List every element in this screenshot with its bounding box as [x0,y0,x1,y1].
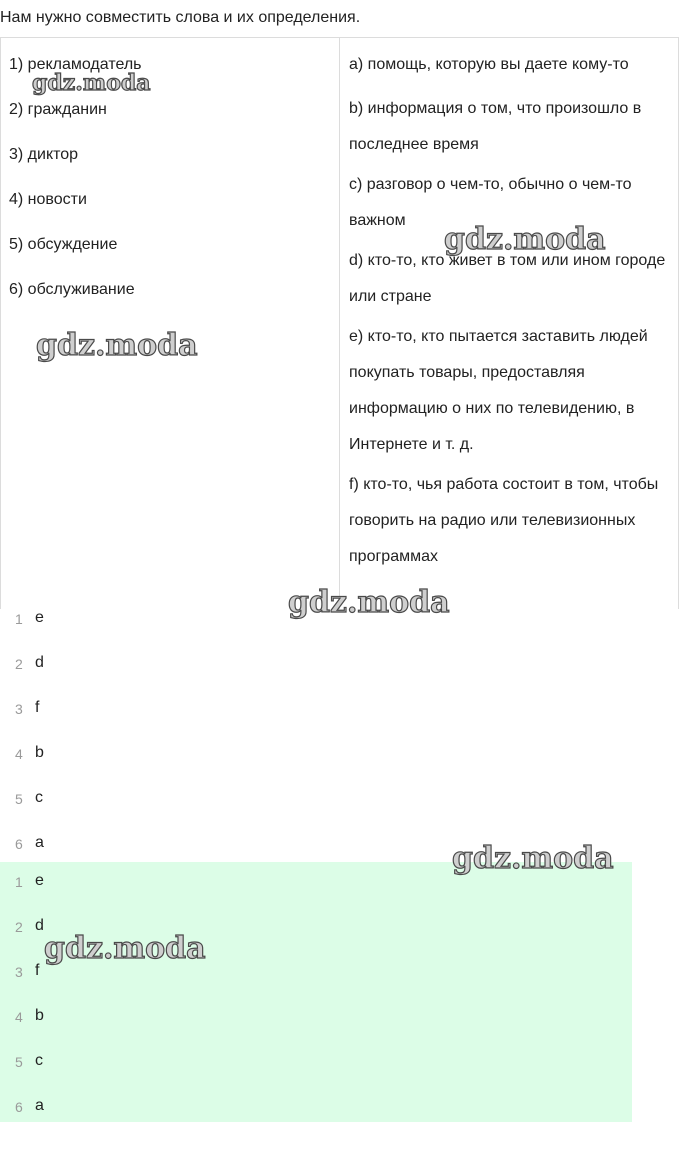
answer-value: d [35,917,44,934]
definitions-column [340,38,680,609]
matching-table [0,37,679,609]
word-item: 3) диктор [9,146,79,163]
word-item: 4) новости [9,191,87,208]
answer-number: 5 [15,791,23,807]
answer-row [0,952,632,997]
answer-number: 5 [15,1054,23,1070]
answer-value: a [35,1097,44,1114]
task-intro: Нам нужно совместить слова и их определения. [0,9,361,26]
answer-number: 3 [15,964,23,980]
answer-row [0,777,632,822]
answer-value: c [35,1052,43,1069]
answer-row [0,642,632,687]
answer-number: 2 [15,656,23,672]
answer-row [0,1087,632,1132]
answer-value: f [35,699,40,716]
answer-row [0,907,632,952]
answer-number: 1 [15,611,23,627]
word-item: 6) обслуживание [9,281,135,298]
watermark-logo: gdz.moda [288,585,450,620]
answer-number: 1 [15,874,23,890]
definition-item: c) разговор о чем-то, обычно о чем-то важном [349,176,632,229]
answer-list [0,597,632,867]
answer-value: e [35,872,44,889]
watermark-logo: gdz.moda [452,841,614,876]
answer-value: b [35,744,44,761]
definition-item: a) помощь, которую вы даете кому-то [349,56,629,73]
answer-list-highlighted [0,862,632,1122]
watermark-logo: gdz.moda [32,70,151,96]
answer-row [0,732,632,777]
answer-number: 2 [15,919,23,935]
answer-row [0,862,632,907]
answer-value: f [35,962,40,979]
answer-row [0,822,632,867]
words-column [1,38,340,609]
answer-row [0,997,632,1042]
answer-value: c [35,789,43,806]
answer-row [0,1042,632,1087]
definition-item: b) информация о том, что произошло в последнее время [349,100,642,153]
answer-value: d [35,654,44,671]
answer-row [0,597,632,642]
answer-value: e [35,609,44,626]
answer-value: a [35,834,44,851]
watermark-logo: gdz.moda [444,222,606,257]
answer-number: 4 [15,746,23,762]
watermark-logo: gdz.moda [44,931,206,966]
definition-item: d) кто-то, кто живет в том или ином городе или стране [349,252,666,305]
word-item: 1) рекламодатель [9,56,142,73]
answer-number: 3 [15,701,23,717]
watermark-logo: gdz.moda [36,328,198,363]
answer-number: 6 [15,1099,23,1115]
answer-value: b [35,1007,44,1024]
answer-number: 6 [15,836,23,852]
answer-number: 4 [15,1009,23,1025]
word-item: 5) обсуждение [9,236,118,253]
definition-item: e) кто-то, кто пытается заставить людей покупать товары, предоставляя информацию о них по телевидению, в Интернете и т. д. [349,328,648,453]
word-item: 2) гражданин [9,101,107,118]
definition-item: f) кто-то, чья работа состоит в том, чтобы говорить на радио или телевизионных программах [349,476,659,565]
answer-row [0,687,632,732]
